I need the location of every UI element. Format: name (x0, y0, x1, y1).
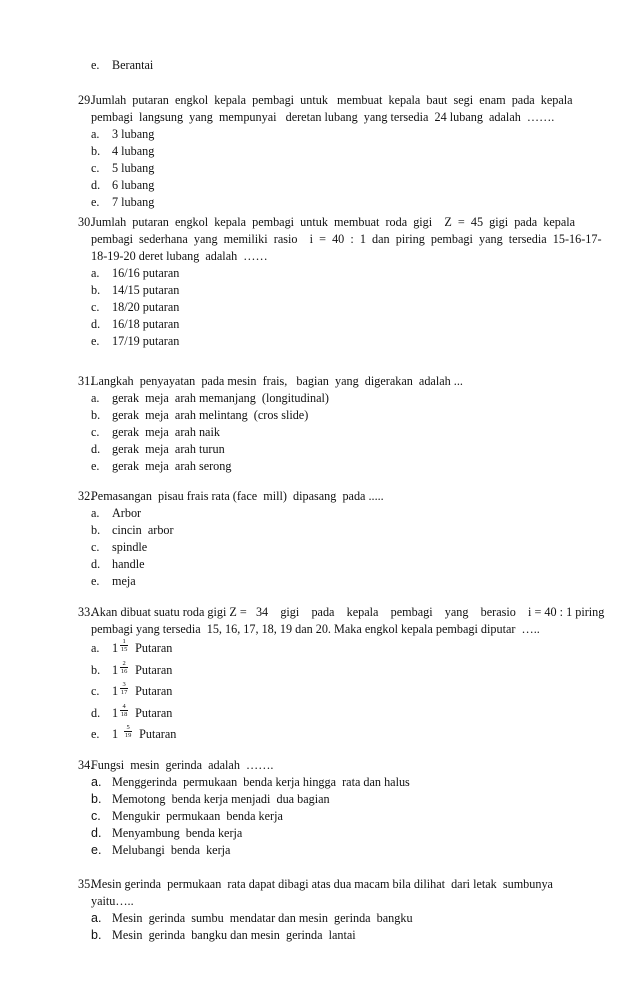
option-text: cincin arbor (112, 523, 174, 537)
question-line: Jumlah putaran engkol kepala pembagi untuk membuat roda gigi Z = 45 gigi pada kepala (91, 215, 576, 229)
option-e (91, 724, 590, 746)
question-stem (78, 876, 590, 910)
question-stem (78, 488, 590, 505)
option-text: Putaran (139, 727, 177, 741)
option-text: Putaran (135, 641, 173, 655)
mixed-number-whole: 1 (112, 705, 119, 720)
option-b (91, 791, 590, 808)
option-letter: c. (91, 300, 100, 314)
option-text: 16/18 putaran (112, 317, 180, 331)
option-d (91, 556, 590, 573)
option-letter: e. (91, 58, 100, 72)
fraction-numerator: 1 (122, 638, 126, 645)
option-a (91, 910, 590, 927)
fraction-numerator: 2 (122, 659, 126, 667)
question-number: 35. (78, 877, 94, 891)
option-letter: b. (91, 928, 102, 942)
option-e (91, 842, 590, 859)
option-b (91, 407, 590, 424)
question-line: Mesin gerinda permukaan rata dapat dibagi atas dua macam bila dilihat dari letak sumbunya (91, 877, 553, 891)
option-letter: a. (91, 391, 100, 405)
option-letter: d. (91, 557, 101, 571)
question-stem (78, 92, 590, 126)
option-text: Arbor (112, 506, 142, 520)
option-text: gerak meja arah melintang (cros slide) (112, 408, 309, 422)
option-text: Memotong benda kerja menjadi dua bagian (112, 792, 330, 806)
option-letter: e. (91, 459, 100, 473)
question-33 (78, 604, 605, 746)
question-29 (78, 92, 590, 211)
question-28-tail (78, 57, 590, 74)
option-e (91, 194, 590, 211)
question-line: 18-19-20 deret lubang adalah …… (91, 249, 268, 263)
option-c (91, 424, 590, 441)
question-number: 30. (78, 215, 94, 229)
option-a (91, 265, 590, 282)
question-text (91, 214, 602, 265)
question-number: 29. (78, 93, 94, 107)
option-text: gerak meja arah memanjang (longitudinal) (112, 391, 329, 405)
question-text (91, 92, 590, 126)
option-a (91, 774, 590, 791)
option-text: 4 lubang (112, 144, 155, 158)
option-c (91, 299, 590, 316)
option-letter: b. (91, 792, 102, 806)
option-letter: c. (91, 425, 100, 439)
mixed-number-whole: 1 (112, 662, 119, 677)
fraction-denominator: 17 (120, 689, 128, 696)
option-text: Putaran (135, 662, 173, 677)
fraction-numerator: 3 (122, 681, 126, 688)
option-d (91, 825, 590, 842)
option-letter: a. (91, 506, 100, 520)
fraction (120, 703, 128, 725)
option-c (91, 681, 590, 703)
question-stem (78, 604, 605, 638)
fraction-denominator: 15 (120, 646, 128, 653)
option-b (91, 660, 590, 682)
option-letter: e. (91, 574, 100, 588)
fraction-denominator: 18 (120, 710, 128, 718)
fraction (120, 638, 128, 660)
question-number: 33. (78, 605, 94, 619)
question-34 (78, 757, 590, 859)
option-text: Mesin gerinda bangku dan mesin gerinda lantai (112, 928, 356, 942)
mixed-number-whole: 1 (112, 727, 119, 741)
option-text: Mengukir permukaan benda kerja (112, 809, 283, 823)
option-letter: b. (91, 408, 101, 422)
option-a (91, 505, 590, 522)
option-letter: b. (91, 144, 101, 158)
option-b (91, 282, 590, 299)
question-line: Fungsi mesin gerinda adalah ……. (91, 758, 274, 772)
option-text: Putaran (135, 705, 173, 720)
option-letter: d. (91, 705, 101, 720)
question-31 (78, 373, 590, 475)
fraction (120, 681, 128, 703)
option-letter: e. (91, 843, 102, 857)
option-letter: d. (91, 317, 101, 331)
option-e (91, 57, 590, 74)
option-text: Putaran (135, 684, 173, 698)
option-letter: d. (91, 826, 102, 840)
question-line: pembagi sederhana yang memiliki rasio i = 40 : 1 dan piring pembagi yang tersedia 15-16-17- (91, 232, 602, 246)
question-stem (78, 757, 590, 774)
option-text: handle (112, 557, 145, 571)
question-text (91, 488, 590, 505)
option-text: spindle (112, 540, 148, 554)
option-letter: b. (91, 283, 101, 297)
option-letter: a. (91, 266, 100, 280)
mixed-number-whole: 1 (112, 641, 119, 655)
option-letter: a. (91, 641, 100, 655)
option-letter: c. (91, 161, 100, 175)
option-letter: c. (91, 540, 100, 554)
option-text: gerak meja arah serong (112, 459, 232, 473)
option-text: meja (112, 574, 136, 588)
option-d (91, 441, 590, 458)
option-letter: a. (91, 127, 100, 141)
option-b (91, 927, 590, 944)
option-text: Mesin gerinda sumbu mendatar dan mesin gerinda bangku (112, 911, 413, 925)
fraction (120, 660, 128, 682)
mixed-number-whole: 1 (112, 684, 119, 698)
fraction-numerator: 4 (122, 702, 126, 710)
option-a (91, 126, 590, 143)
option-text: gerak meja arah naik (112, 425, 220, 439)
question-line: Akan dibuat suatu roda gigi Z = 34 gigi pada kepala pembagi yang berasio i = 40 : 1 piring (91, 605, 605, 619)
option-text: 3 lubang (112, 127, 155, 141)
option-text: 16/16 putaran (112, 266, 180, 280)
question-line: Langkah penyayatan pada mesin frais, bagian yang digerakan adalah ... (91, 374, 463, 388)
option-a (91, 390, 590, 407)
question-text (91, 373, 590, 390)
option-b (91, 522, 590, 539)
option-e (91, 333, 590, 350)
question-stem (78, 373, 590, 390)
option-text: Berantai (112, 58, 154, 72)
question-35 (78, 876, 590, 944)
option-letter: c. (91, 684, 100, 698)
option-text: 14/15 putaran (112, 283, 180, 297)
option-d (91, 177, 590, 194)
option-e (91, 573, 590, 590)
option-c (91, 539, 590, 556)
question-text (91, 757, 590, 774)
option-text: Menggerinda permukaan benda kerja hingga rata dan halus (112, 775, 410, 789)
option-e (91, 458, 590, 475)
option-a (91, 638, 590, 660)
option-d (91, 316, 590, 333)
fraction-denominator: 16 (120, 667, 128, 675)
question-line: yaitu….. (91, 894, 134, 908)
option-d (91, 703, 590, 725)
option-text: 7 lubang (112, 195, 155, 209)
option-letter: d. (91, 178, 101, 192)
option-letter: c. (91, 809, 101, 823)
option-c (91, 808, 590, 825)
question-stem (78, 214, 602, 265)
option-letter: d. (91, 442, 101, 456)
question-number: 31. (78, 374, 94, 388)
question-line: pembagi langsung yang mempunyai deretan lubang yang tersedia 24 lubang adalah ……. (91, 110, 555, 124)
option-text: Melubangi benda kerja (112, 843, 231, 857)
question-line: Jumlah putaran engkol kepala pembagi untuk membuat kepala baut segi enam pada kepala (91, 93, 573, 107)
option-letter: b. (91, 523, 101, 537)
option-c (91, 160, 590, 177)
option-letter: b. (91, 662, 101, 677)
question-30 (78, 214, 602, 350)
question-text (91, 876, 590, 910)
question-number: 32. (78, 489, 94, 503)
question-text (91, 604, 604, 638)
option-text: gerak meja arah turun (112, 442, 225, 456)
option-letter: e. (91, 727, 100, 741)
question-number: 34. (78, 758, 94, 772)
option-text: 5 lubang (112, 161, 155, 175)
option-b (91, 143, 590, 160)
option-text: 6 lubang (112, 178, 155, 192)
question-line: Pemasangan pisau frais rata (face mill) dipasang pada ..... (91, 489, 384, 503)
option-letter: a. (91, 775, 102, 789)
option-letter: e. (91, 195, 100, 209)
fraction (124, 724, 132, 746)
fraction-denominator: 19 (124, 732, 132, 739)
option-text: Menyambung benda kerja (112, 826, 243, 840)
question-32 (78, 488, 590, 590)
fraction-numerator: 5 (126, 724, 130, 731)
option-letter: a. (91, 911, 102, 925)
option-text: 17/19 putaran (112, 334, 180, 348)
option-letter: e. (91, 334, 100, 348)
option-text: 18/20 putaran (112, 300, 180, 314)
question-line: pembagi yang tersedia 15, 16, 17, 18, 19 dan 20. Maka engkol kepala pembagi diputar ….. (91, 622, 540, 636)
